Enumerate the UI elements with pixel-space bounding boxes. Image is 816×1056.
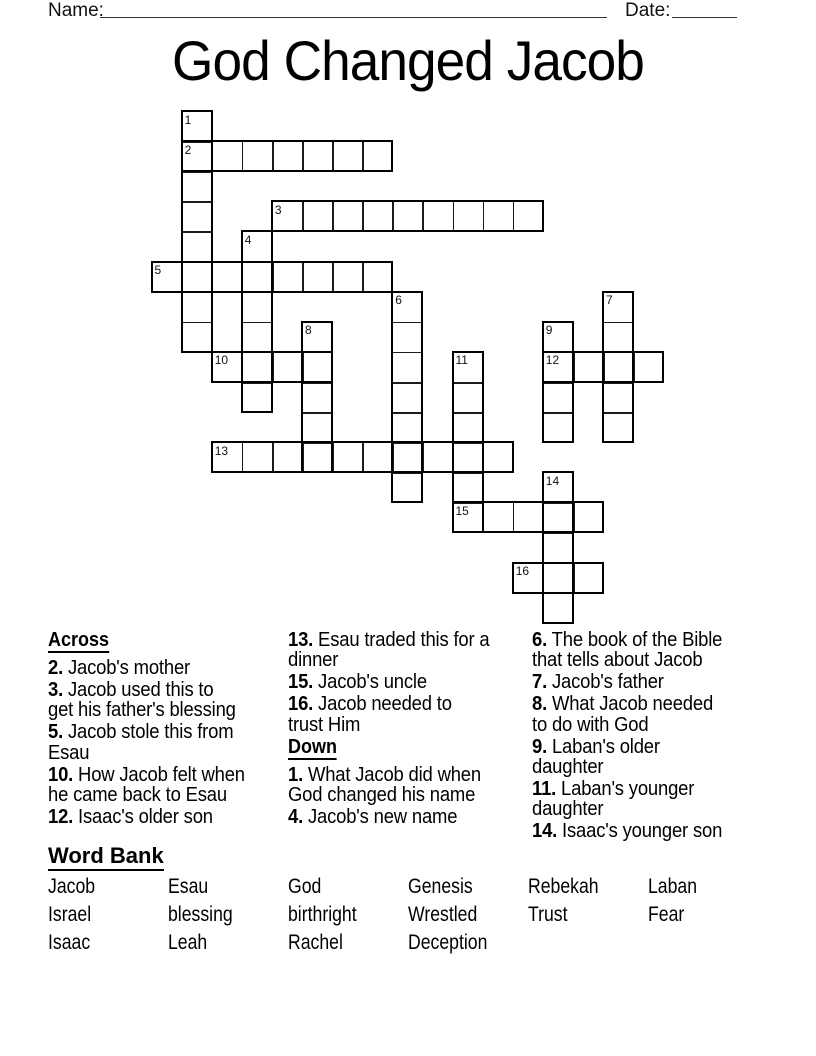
clue-line: 9. Laban's older (532, 734, 660, 758)
clue-line: Esau (48, 740, 90, 764)
clue-8 (532, 694, 722, 735)
word-5-across[interactable] (151, 261, 394, 293)
clue-1 (288, 762, 489, 806)
cell-number: 9 (545, 323, 553, 338)
clue-number: 7. (532, 670, 548, 694)
cell-number: 15 (455, 503, 469, 518)
cell-number: 12 (545, 353, 560, 368)
word-bank-item: Isaac (48, 931, 91, 954)
clue-line: 13. Esau traded this for a (288, 628, 490, 651)
cell-number: 13 (214, 443, 229, 458)
across-heading: Across (48, 629, 110, 651)
word-bank-item: Israel (48, 903, 92, 926)
word-bank-item: Fear (648, 903, 685, 926)
clue-line: 8. What Jacob needed (532, 692, 714, 716)
word-13-across[interactable] (211, 441, 514, 473)
cell-number: 11 (455, 353, 468, 368)
word-bank-item: Rachel (288, 931, 343, 954)
clue-line: 4. Jacob's new name (288, 804, 458, 828)
cell-number: 16 (515, 564, 530, 578)
clue-number: 11. (532, 776, 557, 800)
word-12-across[interactable] (542, 351, 664, 383)
word-bank-item: Esau (168, 875, 209, 898)
clue-line: trust Him (288, 712, 361, 736)
cell-number: 5 (154, 263, 162, 277)
word-bank-heading: Word Bank (48, 844, 164, 871)
clue-line: that tells about Jacob (532, 648, 703, 672)
date-label: Date: (625, 0, 671, 21)
down-heading: Down (288, 735, 337, 758)
clue-number: 9. (532, 734, 548, 758)
clue-line: 2. Jacob's mother (48, 656, 190, 679)
clue-line: get his father's blessing (48, 698, 236, 722)
cell-number: 4 (244, 232, 252, 247)
clue-line: 10. How Jacob felt when (48, 762, 245, 786)
word-3-across[interactable] (271, 200, 544, 232)
word-2-across[interactable] (181, 140, 394, 172)
clue-line: dinner (288, 648, 339, 672)
word-bank-item: Genesis (408, 875, 473, 898)
page-title: God Changed Jacob (172, 29, 644, 92)
clue-number: 5. (48, 720, 64, 744)
clue-number: 8. (532, 692, 548, 716)
word-4-down[interactable] (241, 230, 273, 413)
clue-number: 13. (288, 628, 314, 651)
word-bank-item: Trust (528, 903, 568, 926)
word-14-down[interactable] (542, 471, 574, 624)
cell-number: 8 (305, 323, 312, 338)
word-bank-item: Wrestled (408, 903, 478, 926)
clue-6 (532, 630, 722, 671)
cell-number: 3 (274, 202, 282, 217)
clue-12 (48, 804, 245, 828)
clue-5 (48, 722, 245, 763)
clue-line: 3. Jacob used this to (48, 677, 214, 701)
clue-4 (288, 804, 489, 828)
date-input-line[interactable] (672, 2, 737, 18)
clue-line: 14. Isaac's younger son (532, 819, 723, 843)
clue-line: 12. Isaac's older son (48, 804, 213, 828)
middle-clue-column (288, 630, 489, 829)
clue-2 (48, 658, 245, 678)
clue-10 (48, 762, 245, 806)
clue-15 (288, 672, 489, 692)
name-input-line[interactable] (100, 2, 607, 18)
clue-number: 16. (288, 692, 314, 716)
clue-number: 1. (288, 762, 304, 786)
word-15-across[interactable] (452, 501, 605, 533)
name-label: Name: (48, 0, 104, 21)
word-bank-item: Jacob (48, 875, 96, 898)
word-bank-item: Deception (408, 931, 488, 954)
word-10-across[interactable] (211, 351, 333, 383)
cell-number: 7 (606, 293, 613, 308)
clue-9 (532, 734, 722, 778)
clue-line: 7. Jacob's father (532, 670, 664, 694)
clue-number: 2. (48, 656, 64, 679)
clue-3 (48, 677, 245, 722)
cell-number: 2 (184, 142, 192, 157)
clue-number: 14. (532, 819, 558, 843)
across-clue-column (48, 630, 245, 829)
clue-line: God changed his name (288, 782, 476, 806)
clue-line: to do with God (532, 712, 649, 736)
clue-number: 10. (48, 762, 74, 786)
clue-14 (532, 821, 722, 841)
clue-line: daughter (532, 797, 604, 821)
clue-line: 15. Jacob's uncle (288, 670, 427, 694)
word-bank-item: Rebekah (528, 875, 599, 898)
clue-line: he came back to Esau (48, 782, 227, 806)
clue-13 (288, 630, 489, 671)
clue-line: 1. What Jacob did when (288, 762, 481, 786)
cell-number: 10 (214, 353, 229, 368)
clue-number: 15. (288, 670, 314, 694)
word-bank-item: birthright (288, 903, 357, 926)
word-bank-item: blessing (168, 903, 233, 926)
word-bank-item: Leah (168, 931, 208, 954)
clue-line: daughter (532, 754, 604, 778)
clue-line: 5. Jacob stole this from (48, 720, 234, 744)
down-clue-column (532, 630, 722, 843)
word-bank-item: God (288, 875, 322, 898)
clue-number: 3. (48, 677, 64, 701)
clue-line: 16. Jacob needed to (288, 692, 452, 716)
word-bank-item: Laban (648, 875, 698, 898)
clue-number: 6. (532, 628, 548, 651)
clue-16 (288, 694, 489, 735)
clue-line: 6. The book of the Bible (532, 628, 723, 651)
clue-11 (532, 776, 722, 821)
cell-number: 1 (184, 112, 192, 127)
clue-7 (532, 672, 722, 692)
clue-line: 11. Laban's younger (532, 776, 695, 800)
clue-number: 4. (288, 804, 304, 828)
clue-number: 12. (48, 804, 74, 828)
cell-number: 6 (395, 293, 402, 308)
cell-number: 14 (545, 473, 560, 488)
